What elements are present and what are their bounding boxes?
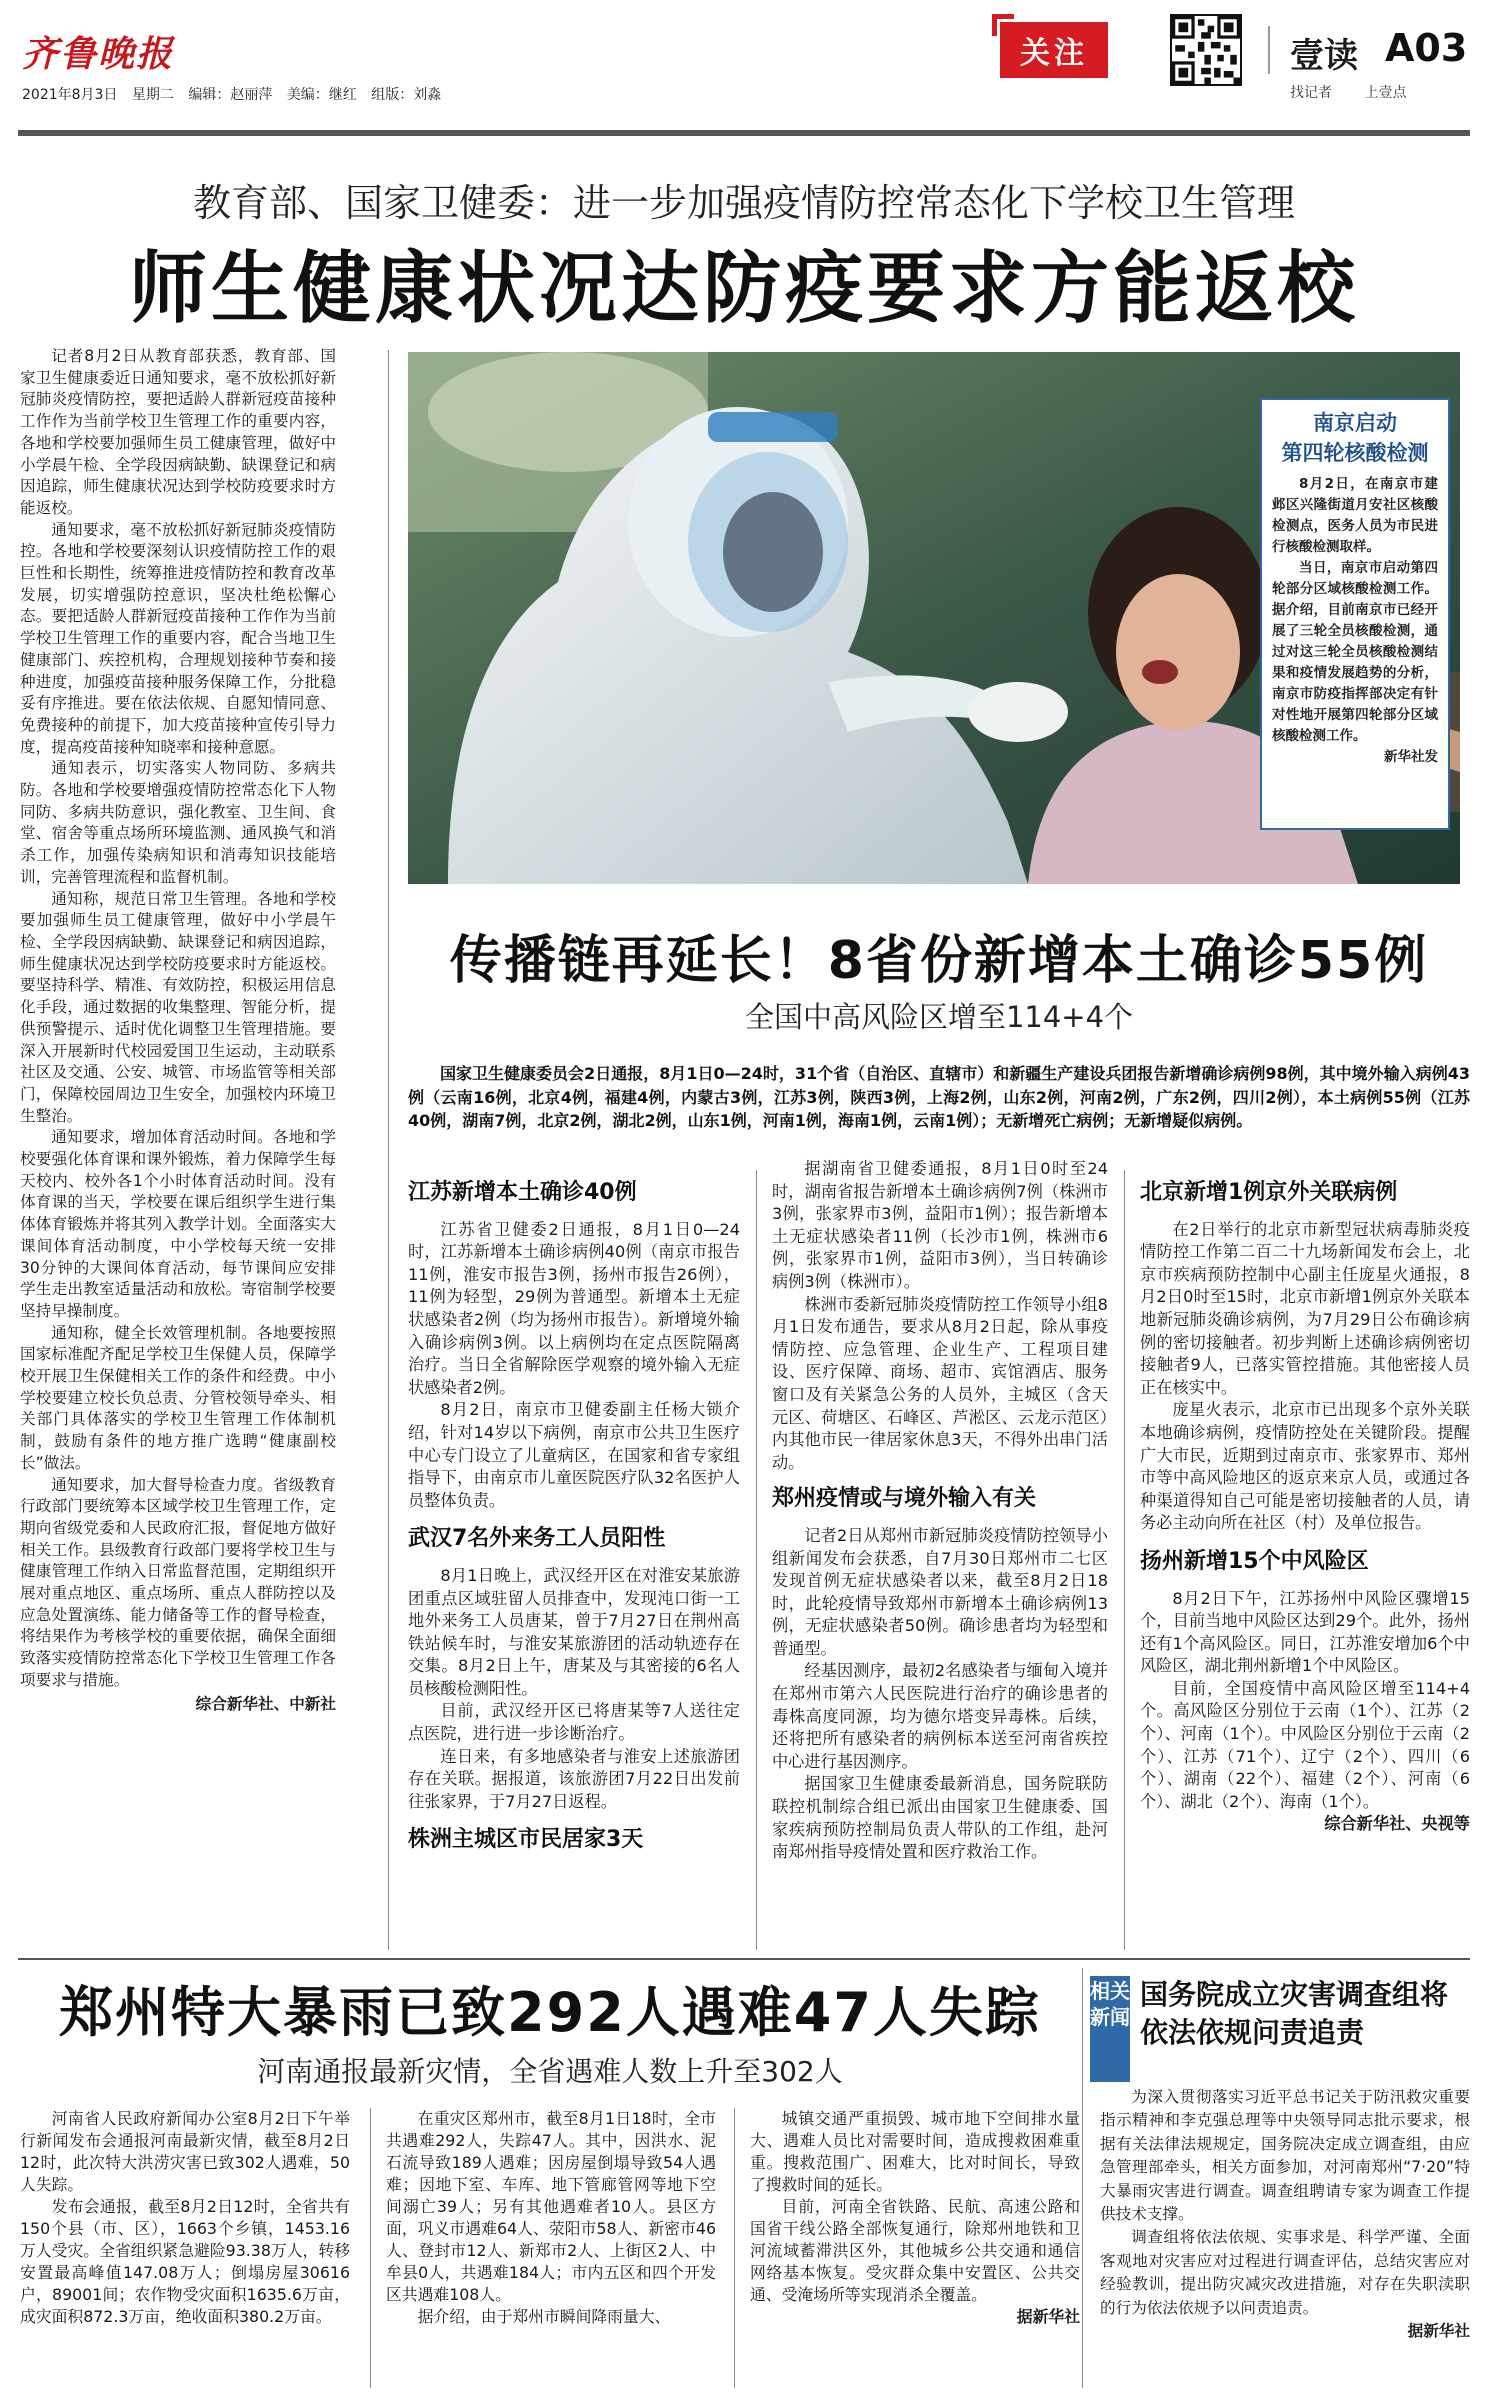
story-paragraph: 经基因测序，最初2名感染者与缅甸入境并在郑州市第六人民医院进行治疗的确诊患者的毒株高度同源，均为德尔塔变异毒株。后续，还将把所有感染者的病例标本送至河南省疾控中心进行基因测序。	[772, 1661, 1108, 1771]
story2-signature: 综合新华社、央视等	[1324, 1814, 1470, 1834]
zhengzhou-subhead: 郑州疫情或与境外输入有关	[772, 1486, 1037, 1512]
lead-paragraph: 通知表示，切实落实人物同防、多病共防。各地和学校要增强疫情防控常态化下人物同防、多病共防意识，强化教室、卫生间、食堂、宿舍等重点场所环境监测、通风换气和消杀工作，加强传染病知识和消毒知识技能培训，完善管理流程和监督机制。	[20, 759, 336, 886]
section-focus-badge: 关注	[1000, 22, 1108, 78]
story3-headline: 郑州特大暴雨已致292人遇难47人失踪	[59, 1981, 1041, 2044]
caption-paragraph: 当日，南京市启动第四轮部分区域核酸检测工作。据介绍，目前南京市已经开展了三轮全员核酸检测，通过对这三轮全员核酸检测结果和疫情发展趋势的分析，南京市防疫指挥部决定有针对性地开展第四轮部分区域核酸检测工作。	[1272, 560, 1438, 744]
story-paragraph: 目前，全国疫情中高风险区增至114+4个。高风险区分别位于云南（1个）、江苏（2个）、河南（1个）。中风险区分别位于云南（2个）、江苏（71个）、辽宁（2个）、四川（6个）、湖南（22个）、福建（2个）、河南（6个）、湖北（2个）、海南（1个）。	[1140, 1678, 1470, 1811]
story-paragraph: 在2日举行的北京市新型冠状病毒肺炎疫情防控工作第二百二十九场新闻发布会上，北京市疾病预防控制中心副主任庞星火通报，8月2日0时至15时，北京市新增1例京外关联本地新冠肺炎确诊病例，为7月29日公布确诊病例的密切接触者。初步判断上述确诊病例密切接触者9人，已落实管控措施。其他密接人员正在核实中。	[1140, 1219, 1470, 1397]
story3-column-3	[750, 2108, 1080, 2388]
masthead-divider	[1268, 26, 1270, 74]
story-paragraph: 株洲市委新冠肺炎疫情防控工作领导小组8月1日发布通告，要求从8月2日起，除从事疫情防控、应急管理、企业生产、工程项目建设、医疗保障、商场、超市、宾馆酒店、服务窗口及有关紧急公务的人员外，主城区（含天元区、荷塘区、石峰区、芦淞区、云龙示范区）内其他市民一律居家休息3天，不得外出串门活动。	[772, 1294, 1108, 1472]
qr-code-icon	[1170, 14, 1242, 86]
story-paragraph: 目前，河南全省铁路、民航、高速公路和国省干线公路全部恢复通行，除郑州地铁和卫河流域蓄滞洪区外，其他城乡公共交通和通信网络基本恢复。受灾群众集中安置区、公共交通、受淹场所等实现消杀全覆盖。	[750, 2197, 1080, 2304]
lead-paragraph: 通知称，规范日常卫生管理。各地和学校要加强师生员工健康管理，做好中小学晨午检、全学段因病缺勤、缺课登记和病因追踪，师生健康状况达到学校防疫要求时方能返校。要坚持科学、精准、有效防控，积极运用信息化手段，通过数据的收集整理、智能分析，提供预警提示、适时优化调整卫生管理措施。要深入开展新时代校园爱国卫生运动，主动联系社区及交通、公安、城管、市场监管等相关部门，保障校园周边卫生安全，加强校内环境卫生整治。	[20, 889, 336, 1125]
story3-column-1	[20, 2108, 350, 2388]
story-paragraph: 河南省人民政府新闻办公室8月2日下午举行新闻发布会通报河南最新灾情，截至8月2日12时，此次特大洪涝灾害已致302人遇难，50人失踪。	[20, 2109, 350, 2194]
caption-title	[1272, 408, 1438, 468]
zhuzhou-subhead: 株洲主城区市民居家3天	[408, 1827, 644, 1853]
story2-lede: 国家卫生健康委员会2日通报，8月1日0—24时，31个省（自治区、直辖市）和新疆生产建设兵团报告新增确诊病例98例，其中境外输入病例43例（云南16例，北京4例，福建4例，内蒙古3例，江苏3例，陕西3例，上海2例，山东2例，河南2例，广东2例，四川2例），本土病例55例（江苏40例，湖南7例，北京2例，湖北2例，山东1例，河南1例，海南1例，云南1例）；无新增死亡病例；无新增疑似病例。	[408, 1064, 1470, 1130]
lead-paragraph: 通知称，健全长效管理机制。各地要按照国家标准配齐配足学校卫生保健人员，保障学校开展卫生保健相关工作的条件和经费。中小学校要建立校长负总责、分管校领导牵头、相关部门具体落实的学校卫生管理工作体制机制，鼓励有条件的地方推广选聘“健康副校长”做法。	[20, 1323, 336, 1472]
story-paragraph: 据湖南省卫健委通报，8月1日0时至24时，湖南省报告新增本土确诊病例7例（株洲市3例，张家界市3例，益阳市1例）；报告新增本土无症状感染者11例（长沙市1例，株洲市6例，张家界市1例，益阳市3例），当日转确诊病例3例（株洲市）。	[772, 1159, 1108, 1291]
lead-paragraph: 通知要求，毫不放松抓好新冠肺炎疫情防控。各地和学校要深刻认识疫情防控工作的艰巨性和长期性，统筹推进疫情防控和教育改革发展，切实增强防控意识，坚决杜绝松懈心态。要把适龄人群新冠疫苗接种工作作为当前学校卫生管理工作的重要内容，配合当地卫生健康部门、疾控机构，合理规划接种节奏和接种进度，加强疫苗接种服务保障工作，分批稳妥有序推进。要在依法依规、自愿知情同意、免费接种的前提下，加大疫苗接种宣传引导力度，提高疫苗接种知晓率和接种意愿。	[20, 520, 336, 756]
lead-signature: 综合新华社、中新社	[195, 1694, 336, 1713]
lead-paragraph: 记者8月2日从教育部获悉，教育部、国家卫生健康委近日通知要求，毫不放松抓好新冠肺炎疫情防控，要把适龄人群新冠疫苗接种工作作为当前学校卫生管理工作的重要内容，各地和学校要加强师生员工健康管理，做好中小学晨午检、全学段因病缺勤、缺课登记和病因追踪，师生健康状况达到学校防疫要求时方能返校。	[20, 347, 336, 517]
column-divider	[1082, 1968, 1083, 2388]
related-headline: 国务院成立灾害调查组将依法依规问责追责	[1140, 1978, 1449, 2049]
story3-column-2	[386, 2108, 716, 2388]
lead-kicker: 教育部、国家卫健委：进一步加强疫情防控常态化下学校卫生管理	[192, 181, 1295, 225]
jiangsu-subhead: 江苏新增本土确诊40例	[408, 1180, 637, 1205]
story-paragraph: 连日来，有多地感染者与淮安上述旅游团存在关联。据报道，该旅游团7月22日出发前往张家界，于7月27日返程。	[408, 1746, 740, 1811]
related-news-tag: 相关新闻	[1090, 1976, 1130, 2082]
story3-signature: 据新华社	[1016, 2307, 1080, 2326]
related-signature: 据新华社	[1407, 2322, 1470, 2341]
photo-caption-box	[1260, 398, 1450, 830]
story-paragraph: 目前，武汉经开区已将唐某等7人送往定点医院，进行进一步诊断治疗。	[408, 1701, 740, 1744]
lead-article	[20, 346, 336, 1956]
story-paragraph: 城镇交通严重损毁、城市地下空间排水量大、遇难人员比对需要时间，造成搜救困难重重。搜救范围广、困难大，比对时间长，导致了搜救时间的延长。	[750, 2109, 1080, 2194]
story-paragraph: 记者2日从郑州市新冠肺炎疫情防控领导小组新闻发布会获悉，自7月30日郑州市二七区发现首例无症状感染者以来，截至8月2日18时，此轮疫情导致郑州市新增本土确诊病例13例，无症状感染者50例。确诊患者均为轻型和普通型。	[772, 1525, 1108, 1658]
section-name: 壹读	[1290, 36, 1358, 76]
story3-subhead: 河南通报最新灾情，全省遇难人数上升至302人	[257, 2055, 843, 2088]
story2-headline: 传播链再延长！8省份新增本土确诊55例	[449, 931, 1429, 991]
masthead-rule	[18, 130, 1470, 136]
column-divider	[1124, 1170, 1125, 1950]
dateline	[22, 84, 441, 104]
story2-subhead: 全国中高风险区增至114+4个	[744, 1000, 1134, 1034]
section-rule	[18, 1958, 1470, 1960]
lead-headline: 师生健康状况达防疫要求方能返校	[128, 244, 1359, 334]
caption-paragraph: 8月2日，在南京市建邺区兴隆街道月安社区核酸检测点，医务人员为市民进行核酸检测取样。	[1272, 476, 1438, 555]
column-divider	[388, 350, 389, 1950]
designer: 美编：继红	[286, 87, 357, 103]
column-divider	[370, 2108, 371, 2388]
date: 2021年8月3日	[22, 87, 118, 103]
story-paragraph: 江苏省卫健委2日通报，8月1日0—24时，江苏新增本土确诊病例40例（南京市报告11例，淮安市报告3例，扬州市报告26例），11例为轻型，29例为普通型。新增本土无症状感染者2例（均为扬州市报告）。新增境外输入确诊病例3例。以上病例均在定点医院隔离治疗。当日全省解除医学观察的境外输入无症状感染者2例。	[408, 1219, 740, 1397]
reporter-line	[1290, 82, 1406, 102]
app-label: 上壹点	[1364, 85, 1407, 101]
story2-column-2	[772, 1158, 1108, 1948]
story-paragraph: 8月1日晚上，武汉经开区在对淮安某旅游团重点区域驻留人员排查中，发现沌口街一工地外来务工人员唐某，曾于7月27日在荆州高铁站候车时，与淮安某旅游团的活动轨迹存在交集。8月2日上午，唐某及与其密接的6名人员核酸检测阳性。	[408, 1565, 740, 1698]
story2-column-1	[408, 1182, 740, 1952]
column-divider	[756, 1170, 757, 1950]
editor: 编辑：赵丽萍	[188, 87, 273, 103]
story-paragraph: 为深入贯彻落实习近平总书记关于防汛救灾重要指示精神和李克强总理等中央领导同志批示要求，根据有关法律法规规定，国务院决定成立调查组，由应急管理部牵头，相关方面参加，对河南郑州“7·20”特大暴雨灾害进行调查。调查组聘请专家为调查工作提供技术支撑。	[1100, 2088, 1470, 2224]
weekday: 星期二	[131, 87, 174, 103]
story-paragraph: 在重灾区郑州市，截至8月1日18时，全市共遇难292人，失踪47人。其中，因洪水、泥石流导致189人遇难；因房屋倒塌导致54人遇难；因地下室、车库、地下管廊管网等地下空间溺亡39人；另有其他遇难者10人。县区方面，巩义市遇难64人、荥阳市58人、新密市46人、登封市12人、新郑市2人、上街区2人、中牟县0人，共遇难184人；市内五区和四个开发区共遇难108人。	[386, 2109, 716, 2304]
column-divider	[734, 2108, 735, 2388]
lead-paragraph: 通知要求，加大督导检查力度。省级教育行政部门要统筹本区域学校卫生管理工作，定期向省级党委和人民政府汇报，督促地方做好相关工作。县级教育行政部门要将学校卫生与健康管理工作纳入日常监督范围，定期组织开展对重点地区、重点场所、重点人群防控以及应急处置演练、能力储备等工作的督导检查，将结果作为考核学校的重要依据，确保全面细致落实疫情防控常态化下学校卫生管理工作各项要求与措施。	[20, 1475, 336, 1689]
lead-paragraph: 通知要求，增加体育活动时间。各地和学校要强化体育课和课外锻炼，着力保障学生每天校内、校外各1个小时体育活动时间。没有体育课的当天，学校要在课后组织学生进行集体体育锻炼并将其列入教学计划。全面落实大课间体育活动制度，中小学校每天统一安排30分钟的大课间体育活动，每节课间应安排学生走出教室适量活动和放松。寄宿制学校要坚持早操制度。	[20, 1128, 336, 1320]
story-paragraph: 8月2日下午，江苏扬州中风险区骤增15个，目前当地中风险区达到29个。此外，扬州还有1个高风险区。同日，江苏淮安增加6个中风险区，湖北荆州新增1个中风险区。	[1140, 1588, 1470, 1676]
caption-title-line: 南京启动	[1313, 411, 1397, 435]
yangzhou-subhead: 扬州新增15个中风险区	[1140, 1548, 1369, 1574]
story-paragraph: 发布会通报，截至8月2日12时，全省共有150个县（市、区），1663个乡镇，1453.16万人受灾。全省组织紧急避险93.38万人，转移安置最高峰值147.08万人；倒塌房屋30616户，89001间；农作物受灾面积1635.6万亩，成灾面积872.3万亩，绝收面积380.2万亩。	[20, 2197, 350, 2326]
caption-signature: 新华社发	[1384, 749, 1438, 765]
beijing-subhead: 北京新增1例京外关联病例	[1140, 1180, 1398, 1205]
page-number: A03	[1385, 26, 1468, 70]
reporter-label: 找记者	[1290, 85, 1332, 101]
story-paragraph: 庞星火表示，北京市已出现多个京外关联本地确诊病例，疫情防控处在关键阶段。提醒广大市民，近期到过南京市、张家界市、郑州市等中高风险地区的返京来京人员，或通过各种渠道得知自己可能是密切接触者的人员，请务必主动向所在社区（村）及单位报告。	[1140, 1400, 1470, 1533]
newspaper-logo: 齐鲁晚报	[22, 33, 175, 75]
story2-column-3	[1140, 1182, 1470, 1952]
proof: 组版：刘淼	[371, 87, 442, 103]
related-article	[1100, 2086, 1470, 2386]
story-paragraph: 调查组将依法依规、实事求是、科学严谨、全面客观地对灾害应对过程进行调查评估，总结灾害应对经验教训，提出防灾减灾改进措施，对存在失职渎职的行为依法依规予以问责追责。	[1100, 2228, 1470, 2317]
story-paragraph: 据介绍，由于郑州市瞬间降雨量大、	[417, 2307, 671, 2326]
caption-title-line: 第四轮核酸检测	[1281, 441, 1429, 465]
story-paragraph: 8月2日，南京市卫健委副主任杨大锁介绍，针对14岁以下病例，南京市公共卫生医疗中心专门设立了儿童病区，在国家和省专家组指导下，由南京市儿童医院医疗队32名医护人员整体负责。	[408, 1400, 740, 1510]
story-paragraph: 据国家卫生健康委最新消息，国务院联防联控机制综合组已派出由国家卫生健康委、国家疾病预防控制局负责人带队的工作组，赴河南郑州指导疫情处置和医疗救治工作。	[772, 1774, 1108, 1862]
wuhan-subhead: 武汉7名外来务工人员阳性	[408, 1526, 666, 1552]
